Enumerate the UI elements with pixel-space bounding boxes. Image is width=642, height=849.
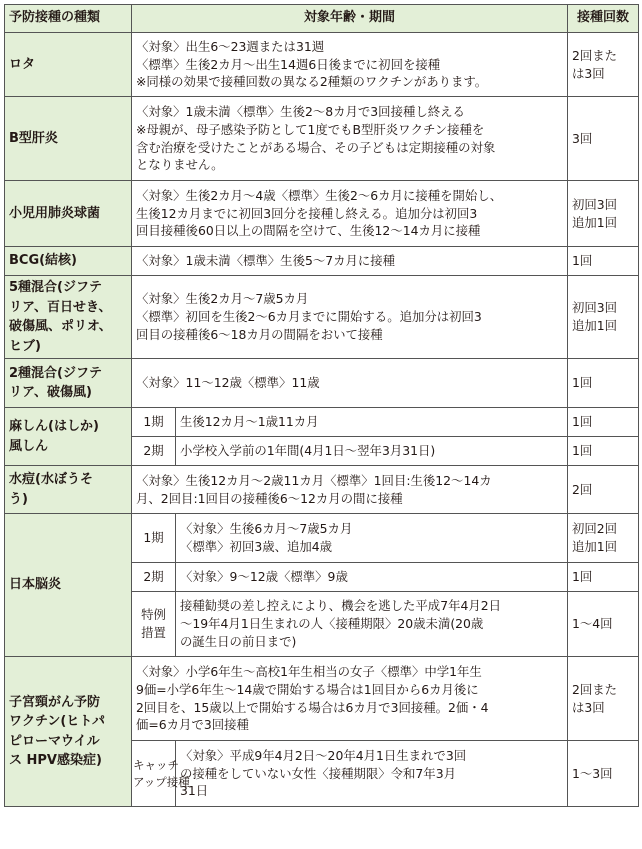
name-line: 麻しん(はしか) — [9, 419, 99, 434]
je-phase2-text: 〈対象〉9～12歳〈標準〉9歳 — [176, 563, 568, 592]
label-line: アップ接種 — [133, 774, 190, 789]
header-doses: 接種回数 — [568, 5, 639, 33]
target-line: 〈標準〉初回を生後2～6カ月までに開始する。追加分は初回3 — [136, 309, 482, 324]
target-line: 〈対象〉小学6年生～高校1年生相当の女子〈標準〉中学1年生 — [136, 663, 482, 679]
vaccine-name-varicella — [5, 466, 132, 514]
doses-line: 初回3回 — [572, 196, 618, 212]
mr-phase2-doses: 1回 — [568, 437, 639, 466]
doses-line: 1回 — [572, 253, 593, 268]
vaccine-name-two-in-one — [5, 359, 132, 408]
name-line: 子宮頸がん予防 — [9, 694, 101, 710]
row-mr-phase1 — [5, 408, 639, 437]
doses-pneumococcal — [568, 181, 639, 247]
target-line: 回目接種後60日以上の間隔を空けて、生後12～14カ月に接種 — [136, 223, 481, 239]
doses-line: 追加1回 — [572, 539, 618, 554]
target-line: 〈対象〉生後12カ月～2歳11カ月〈標準〉1回目:生後12～14カ — [136, 472, 492, 488]
doses-five-in-one — [568, 276, 639, 359]
vaccine-name-hepatitis-b: B型肝炎 — [5, 97, 132, 181]
label-line: 措置 — [141, 625, 166, 640]
doses-line: 初回2回 — [572, 521, 618, 537]
hpv-catchup-doses: 1～3回 — [568, 741, 639, 807]
vaccine-name-mr — [5, 408, 132, 466]
vaccine-name-hpv — [5, 657, 132, 807]
doses-line: 2回また — [572, 47, 618, 63]
vaccine-name-bcg: BCG(結核) — [5, 247, 132, 276]
vaccine-name-japanese-encephalitis: 日本脳炎 — [5, 514, 132, 657]
doses-varicella — [568, 466, 639, 514]
name-line: 5種混合(ジフテ — [9, 280, 102, 295]
doses-line: 追加1回 — [572, 214, 618, 230]
target-hpv — [132, 657, 568, 741]
doses-line: 3回 — [572, 130, 593, 146]
target-line: 〈対象〉11～12歳〈標準〉11歳 — [136, 375, 320, 390]
name-line: う) — [9, 491, 28, 507]
target-line: 〈対象〉平成9年4月2日～20年4月1日生まれで3回 — [180, 747, 467, 763]
target-line: の誕生日の前日まで) — [180, 633, 297, 649]
target-varicella — [132, 466, 568, 514]
row-two-in-one — [5, 359, 639, 408]
vaccine-name-rota: ロタ — [5, 33, 132, 97]
target-rota — [132, 33, 568, 97]
target-line: 〈標準〉生後2カ月～出生14週6日後までに初回を接種 — [136, 56, 441, 72]
target-line: 月、2回目:1回目の接種後6～12カ月の間に接種 — [136, 490, 403, 506]
row-bcg — [5, 247, 639, 276]
target-line: 〈対象〉生後6カ月～7歳5カ月 — [180, 521, 353, 537]
target-line: となりません。 — [136, 157, 224, 173]
hpv-catchup-text — [176, 741, 568, 807]
row-hpv — [5, 657, 639, 741]
target-line: 31日 — [180, 783, 209, 799]
je-phase1-doses — [568, 514, 639, 563]
target-line: 9価=小学6年生～14歳で開始する場合は1回目から6カ月後に — [136, 681, 479, 697]
je-phase2-label: 2期 — [132, 563, 176, 592]
je-phase1-label: 1期 — [132, 514, 176, 563]
name-line: ワクチン(ヒトパ — [9, 714, 106, 729]
target-line: 〈対象〉1歳未満〈標準〉生後5～7カ月に接種 — [136, 253, 396, 268]
doses-line: は3回 — [572, 65, 605, 81]
row-hepatitis-b — [5, 97, 639, 181]
name-line: ピローマウイル — [9, 733, 100, 749]
target-line: 〈対象〉生後2カ月～4歳〈標準〉生後2～6カ月に接種を開始し、 — [136, 187, 503, 203]
target-line: ～19年4月1日生まれの人〈接種期限〉20歳未満(20歳 — [180, 616, 484, 631]
name-line: 水痘(水ぼうそ — [9, 472, 93, 487]
target-line: の接種をしていない女性〈接種期限〉令和7年3月 — [180, 765, 456, 781]
vaccination-schedule-sheet — [4, 4, 639, 807]
mr-phase2-text: 小学校入学前の1年間(4月1日～翌年3月31日) — [176, 437, 568, 466]
name-line: ス HPV感染症) — [9, 753, 102, 768]
target-line: 価=6カ月で3回接種 — [136, 717, 249, 733]
vaccination-schedule-table — [4, 4, 639, 807]
je-special-text — [176, 592, 568, 657]
row-pneumococcal — [5, 181, 639, 247]
target-line: 〈対象〉出生6～23週または31週 — [136, 38, 325, 54]
target-pneumococcal — [132, 181, 568, 247]
header-target-age-period: 対象年齢・期間 — [132, 5, 568, 33]
doses-line: 1回 — [572, 375, 593, 390]
target-line: 2回目を、15歳以上で開始する場合は6カ月で3回接種。2価・4 — [136, 699, 489, 715]
je-special-label — [132, 592, 176, 657]
target-line: 回目の接種後6～18カ月の間隔をおいて接種 — [136, 326, 383, 342]
doses-line: は3回 — [572, 699, 605, 715]
row-je-phase1 — [5, 514, 639, 563]
doses-line: 追加1回 — [572, 318, 618, 333]
label-line: キャッチ — [133, 757, 179, 772]
label-line: 特例 — [141, 607, 166, 623]
name-line: リア、百日せき、 — [9, 299, 112, 315]
doses-line: 2回 — [572, 481, 593, 497]
header-row — [5, 5, 639, 33]
doses-line: 2回また — [572, 681, 618, 697]
row-rota — [5, 33, 639, 97]
target-hepatitis-b — [132, 97, 568, 181]
hpv-catchup-label — [132, 741, 190, 807]
mr-phase1-doses: 1回 — [568, 408, 639, 437]
mr-phase1-label: 1期 — [132, 408, 176, 437]
row-five-in-one — [5, 276, 639, 359]
doses-bcg — [568, 247, 639, 276]
name-line: 破傷風、ポリオ、 — [9, 319, 112, 334]
name-line: リア、破傷風) — [9, 385, 92, 400]
mr-phase2-label: 2期 — [132, 437, 176, 466]
doses-hpv — [568, 657, 639, 741]
target-line: 〈対象〉生後2カ月～7歳5カ月 — [136, 291, 309, 307]
target-line: 〈標準〉初回3歳、追加4歳 — [180, 539, 333, 554]
je-special-doses: 1～4回 — [568, 592, 639, 657]
name-line: 2種混合(ジフテ — [9, 365, 102, 381]
doses-two-in-one — [568, 359, 639, 408]
vaccine-name-pneumococcal: 小児用肺炎球菌 — [5, 181, 132, 247]
row-varicella — [5, 466, 639, 514]
name-line: 風しん — [9, 438, 49, 454]
target-line: ※母親が、母子感染予防として1度でもB型肝炎ワクチン接種を — [136, 121, 485, 137]
mr-phase1-text: 生後12カ月～1歳11カ月 — [176, 408, 568, 437]
target-line: ※同様の効果で接種回数の異なる2種類のワクチンがあります。 — [136, 74, 488, 90]
je-phase2-doses: 1回 — [568, 563, 639, 592]
target-line: 〈対象〉1歳未満〈標準〉生後2～8カ月で3回接種し終える — [136, 103, 465, 119]
header-vaccine-type: 予防接種の種類 — [5, 5, 132, 33]
target-two-in-one — [132, 359, 568, 408]
target-line: 生後12カ月までに初回3回分を接種し終える。追加分は初回3 — [136, 205, 478, 221]
vaccine-name-five-in-one — [5, 276, 132, 359]
target-five-in-one — [132, 276, 568, 359]
target-line: 含む治療を受けたことがある場合、その子どもは定期接種の対象 — [136, 139, 496, 155]
doses-rota — [568, 33, 639, 97]
target-line: 接種勧奨の差し控えにより、機会を逃した平成7年4月2日 — [180, 598, 502, 614]
name-line: ヒブ) — [9, 338, 41, 354]
je-phase1-text — [176, 514, 568, 563]
target-bcg — [132, 247, 568, 276]
doses-line: 初回3回 — [572, 300, 618, 316]
doses-hepatitis-b — [568, 97, 639, 181]
